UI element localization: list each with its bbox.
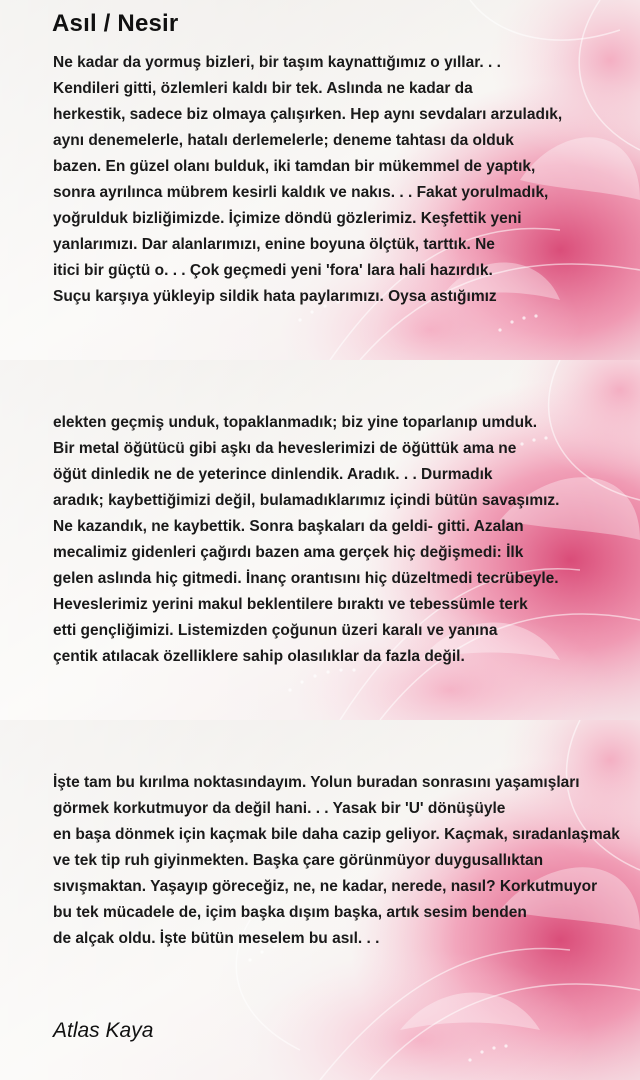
poem-line: Ne kazandık, ne kaybettik. Sonra başkaları da geldi- gitti. Azalan xyxy=(53,518,524,535)
poem-stanza-1 xyxy=(53,50,562,310)
poem-line: aynı denemelerle, hatalı derlemelerle; deneme tahtası da olduk xyxy=(53,132,514,149)
poem-line: öğüt dinledik ne de yeterince dinlendik. Aradık. . . Durmadık xyxy=(53,466,493,483)
poem-line: görmek korkutmuyor da değil hani. . . Yasak bir 'U' dönüşüyle xyxy=(53,800,506,817)
poem-line: herkestik, sadece biz olmaya çalışırken. Hep aynı sevdaları arzuladık, xyxy=(53,106,563,123)
poem-line: etti gençliğimizi. Listemizden çoğunun üzeri karalı ve yanına xyxy=(53,622,498,639)
poem-author: Atlas Kaya xyxy=(53,1019,154,1042)
poem-line: ve tek tip ruh giyinmekten. Başka çare görünmüyor duygusallıktan xyxy=(53,852,544,869)
poem-line: Bir metal öğütücü gibi aşkı da heveslerimizi de öğüttük ama ne xyxy=(53,440,517,457)
poem-line: itici bir güçtü o. . . Çok geçmedi yeni 'fora' lara hali hazırdık. xyxy=(53,262,493,279)
poem-line: bu tek mücadele de, içim başka dışım başka, artık sesim benden xyxy=(53,904,527,921)
poem-line: İşte tam bu kırılma noktasındayım. Yolun buradan sonrasını yaşamışları xyxy=(53,774,580,791)
poem-line: Heveslerimiz yerini makul beklentilere bıraktı ve tebessümle terk xyxy=(53,596,528,613)
poem-line: yanlarımızı. Dar alanlarımızı, enine boyuna ölçtük, tarttık. Ne xyxy=(53,236,495,253)
poem-panel-1 xyxy=(0,0,640,360)
poem-panel-2 xyxy=(0,360,640,720)
poem-line: mecalimiz gidenleri çağırdı bazen ama gerçek hiç değişmedi: İlk xyxy=(53,544,524,561)
poem-line: sıvışmaktan. Yaşayıp göreceğiz, ne, ne kadar, nerede, nasıl? Korkutmuyor xyxy=(53,878,598,895)
poem-stanza-3 xyxy=(53,770,620,952)
poem-line: de alçak oldu. İşte bütün meselem bu asıl. . . xyxy=(53,930,380,947)
poem-line: Ne kadar da yormuş bizleri, bir taşım kaynattığımız o yıllar. . . xyxy=(53,54,501,71)
poem-stanza-2 xyxy=(53,410,559,670)
poem-line: elekten geçmiş unduk, topaklanmadık; biz yine toparlanıp umduk. xyxy=(53,414,538,431)
poem-line: Kendileri gitti, özlemleri kaldı bir tek. Aslında ne kadar da xyxy=(53,80,473,97)
poem-line: bazen. En güzel olanı bulduk, iki tamdan bir mükemmel de yaptık, xyxy=(53,158,536,175)
poem-line: sonra ayrılınca mübrem kesirli kaldık ve nakıs. . . Fakat yorulmadık, xyxy=(53,184,549,201)
poem-line: en başa dönmek için kaçmak bile daha cazip geliyor. Kaçmak, sıradanlaşmak xyxy=(53,826,620,843)
poem-line: gelen aslında hiç gitmedi. İnanç orantısını hiç düzeltmedi tecrübeyle. xyxy=(53,570,559,587)
poem-line: aradık; kaybettiğimizi değil, bulamadıklarımız içindi bütün savaşımız. xyxy=(53,492,560,509)
poem-title: Asıl / Nesir xyxy=(52,10,179,37)
poem-line: yoğrulduk bizliğimizde. İçimize döndü gözlerimiz. Keşfettik yeni xyxy=(53,210,522,227)
poem-line: Suçu karşıya yükleyip sildik hata paylarımızı. Oysa astığımız xyxy=(53,288,497,305)
poem-line: çentik atılacak özelliklere sahip olasılıklar da fazla değil. xyxy=(53,648,465,665)
